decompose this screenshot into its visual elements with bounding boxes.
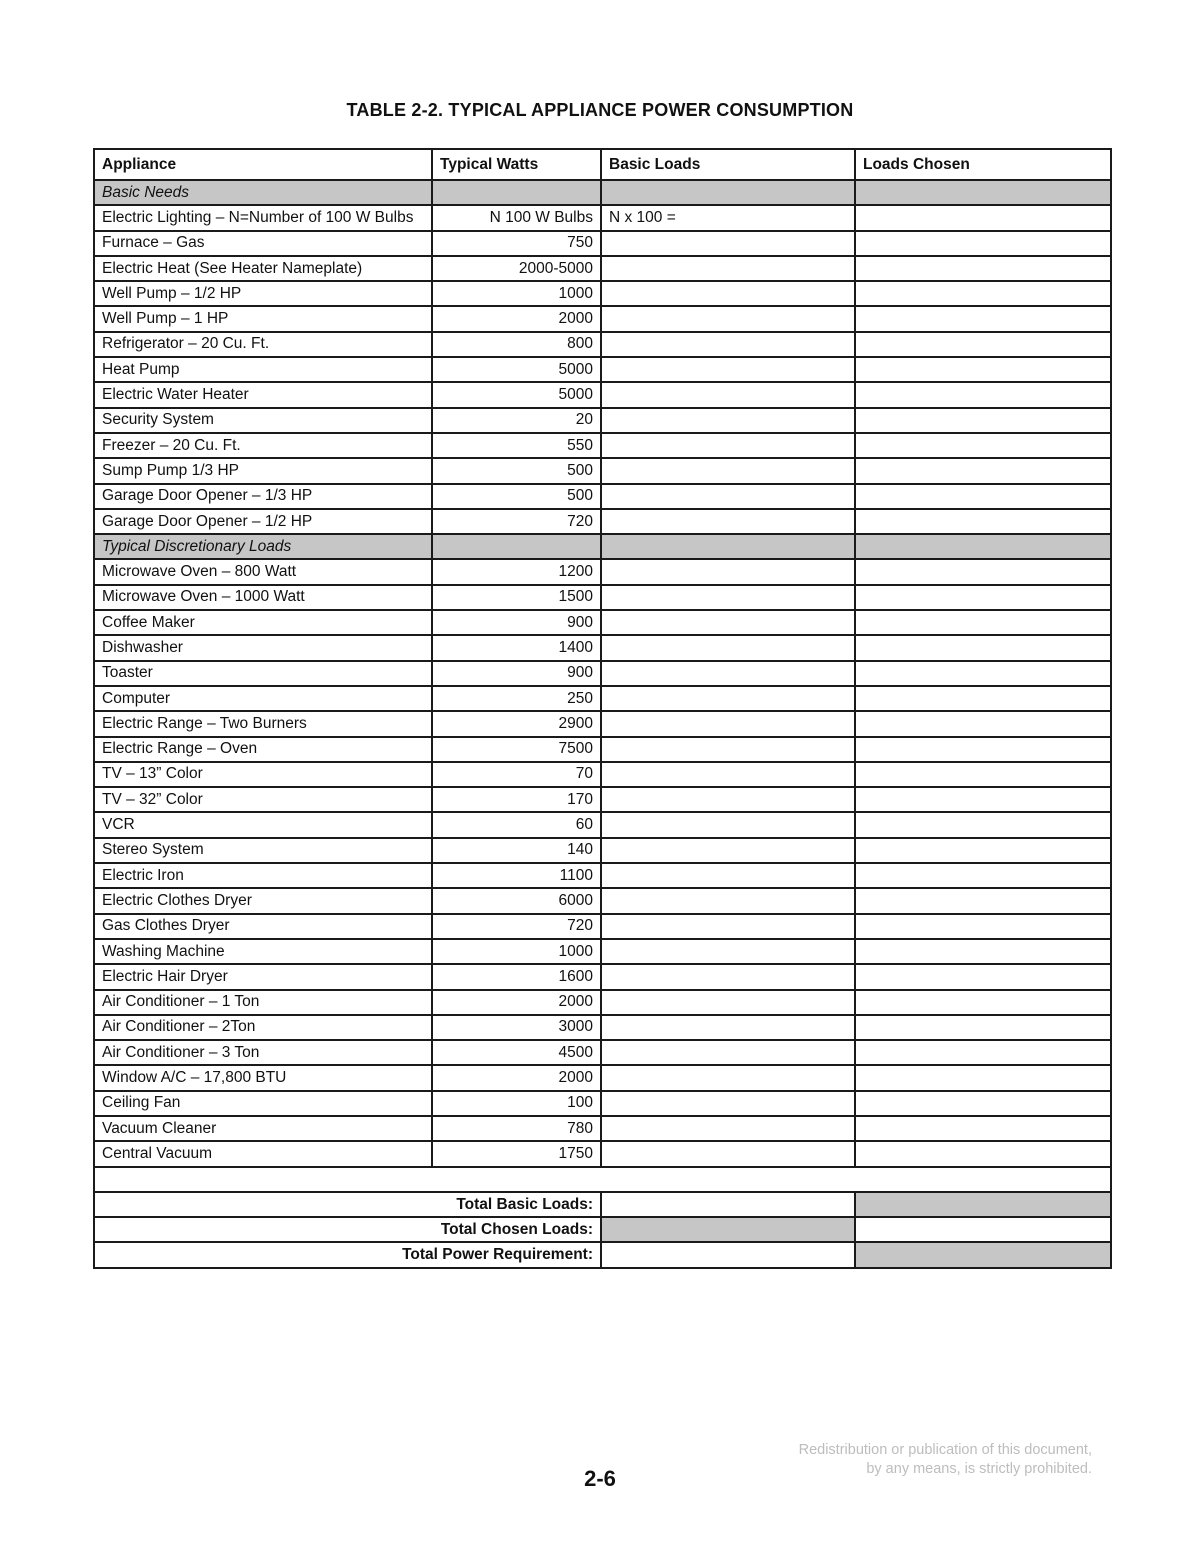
section-empty-cell xyxy=(601,180,855,205)
appliance-name: Vacuum Cleaner xyxy=(94,1116,432,1141)
basic-loads-cell: N x 100 = xyxy=(601,205,855,230)
basic-loads-cell xyxy=(601,1116,855,1141)
appliance-name: Electric Range – Two Burners xyxy=(94,711,432,736)
basic-loads-cell xyxy=(601,1141,855,1166)
appliance-name: Heat Pump xyxy=(94,357,432,382)
basic-loads-cell xyxy=(601,559,855,584)
table-row xyxy=(94,1015,1111,1040)
typical-watts: 2000 xyxy=(432,990,601,1015)
appliance-name: Computer xyxy=(94,686,432,711)
typical-watts: 20 xyxy=(432,408,601,433)
appliance-name: Electric Iron xyxy=(94,863,432,888)
header-loads-chosen: Loads Chosen xyxy=(855,149,1111,180)
typical-watts: 1500 xyxy=(432,585,601,610)
appliance-name: Electric Range – Oven xyxy=(94,737,432,762)
typical-watts: 170 xyxy=(432,787,601,812)
section-row xyxy=(94,534,1111,559)
basic-loads-cell xyxy=(601,661,855,686)
table-row xyxy=(94,812,1111,837)
total-row xyxy=(94,1217,1111,1242)
loads-chosen-cell xyxy=(855,939,1111,964)
table-row xyxy=(94,433,1111,458)
table-row xyxy=(94,863,1111,888)
basic-loads-cell xyxy=(601,408,855,433)
basic-loads-cell xyxy=(601,509,855,534)
loads-chosen-cell xyxy=(855,306,1111,331)
blank-row xyxy=(94,1167,1111,1192)
table-row xyxy=(94,408,1111,433)
table-row xyxy=(94,635,1111,660)
basic-loads-cell xyxy=(601,306,855,331)
loads-chosen-cell xyxy=(855,888,1111,913)
basic-loads-cell xyxy=(601,635,855,660)
section-row xyxy=(94,180,1111,205)
appliance-name: TV – 32” Color xyxy=(94,787,432,812)
total-basic-cell xyxy=(601,1242,855,1267)
appliance-power-table xyxy=(93,148,1112,1269)
basic-loads-cell xyxy=(601,762,855,787)
typical-watts: 1400 xyxy=(432,635,601,660)
appliance-name: Well Pump – 1 HP xyxy=(94,306,432,331)
appliance-name: VCR xyxy=(94,812,432,837)
typical-watts: 5000 xyxy=(432,382,601,407)
table-row xyxy=(94,787,1111,812)
table-row xyxy=(94,509,1111,534)
basic-loads-cell xyxy=(601,231,855,256)
table-row xyxy=(94,686,1111,711)
appliance-name: Well Pump – 1/2 HP xyxy=(94,281,432,306)
loads-chosen-cell xyxy=(855,585,1111,610)
basic-loads-cell xyxy=(601,888,855,913)
typical-watts: 4500 xyxy=(432,1040,601,1065)
basic-loads-cell xyxy=(601,914,855,939)
table-row xyxy=(94,1141,1111,1166)
basic-loads-cell xyxy=(601,964,855,989)
typical-watts: 100 xyxy=(432,1091,601,1116)
appliance-name: Air Conditioner – 2Ton xyxy=(94,1015,432,1040)
loads-chosen-cell xyxy=(855,256,1111,281)
table-row xyxy=(94,1065,1111,1090)
appliance-name: Freezer – 20 Cu. Ft. xyxy=(94,433,432,458)
loads-chosen-cell xyxy=(855,357,1111,382)
basic-loads-cell xyxy=(601,610,855,635)
total-row xyxy=(94,1242,1111,1267)
loads-chosen-cell xyxy=(855,559,1111,584)
table-row xyxy=(94,838,1111,863)
section-label: Basic Needs xyxy=(94,180,432,205)
loads-chosen-cell xyxy=(855,914,1111,939)
appliance-name: Stereo System xyxy=(94,838,432,863)
loads-chosen-cell xyxy=(855,686,1111,711)
appliance-name: Electric Clothes Dryer xyxy=(94,888,432,913)
typical-watts: 780 xyxy=(432,1116,601,1141)
typical-watts: 800 xyxy=(432,332,601,357)
appliance-name: Sump Pump 1/3 HP xyxy=(94,458,432,483)
header-typical-watts: Typical Watts xyxy=(432,149,601,180)
basic-loads-cell xyxy=(601,281,855,306)
table-row xyxy=(94,914,1111,939)
loads-chosen-cell xyxy=(855,711,1111,736)
loads-chosen-cell xyxy=(855,484,1111,509)
basic-loads-cell xyxy=(601,332,855,357)
appliance-name: Electric Water Heater xyxy=(94,382,432,407)
table-row xyxy=(94,964,1111,989)
basic-loads-cell xyxy=(601,585,855,610)
typical-watts: 550 xyxy=(432,433,601,458)
typical-watts: 1000 xyxy=(432,281,601,306)
loads-chosen-cell xyxy=(855,787,1111,812)
appliance-name: Furnace – Gas xyxy=(94,231,432,256)
blank-cell xyxy=(94,1167,1111,1192)
table-row xyxy=(94,357,1111,382)
loads-chosen-cell xyxy=(855,610,1111,635)
typical-watts: 1000 xyxy=(432,939,601,964)
appliance-name: TV – 13” Color xyxy=(94,762,432,787)
appliance-name: Central Vacuum xyxy=(94,1141,432,1166)
appliance-name: Air Conditioner – 1 Ton xyxy=(94,990,432,1015)
loads-chosen-cell xyxy=(855,1040,1111,1065)
loads-chosen-cell xyxy=(855,433,1111,458)
appliance-name: Security System xyxy=(94,408,432,433)
typical-watts: 1750 xyxy=(432,1141,601,1166)
loads-chosen-cell xyxy=(855,332,1111,357)
basic-loads-cell xyxy=(601,787,855,812)
appliance-name: Electric Lighting – N=Number of 100 W Bulbs xyxy=(94,205,432,230)
total-label: Total Chosen Loads: xyxy=(94,1217,601,1242)
table-row xyxy=(94,382,1111,407)
total-chosen-cell xyxy=(855,1217,1111,1242)
typical-watts: 500 xyxy=(432,484,601,509)
typical-watts: 140 xyxy=(432,838,601,863)
total-row xyxy=(94,1192,1111,1217)
typical-watts: 5000 xyxy=(432,357,601,382)
table-row xyxy=(94,306,1111,331)
appliance-name: Garage Door Opener – 1/2 HP xyxy=(94,509,432,534)
table-row xyxy=(94,231,1111,256)
section-label: Typical Discretionary Loads xyxy=(94,534,432,559)
table-row xyxy=(94,939,1111,964)
appliance-name: Washing Machine xyxy=(94,939,432,964)
loads-chosen-cell xyxy=(855,762,1111,787)
table-row xyxy=(94,484,1111,509)
appliance-name: Microwave Oven – 800 Watt xyxy=(94,559,432,584)
loads-chosen-cell xyxy=(855,205,1111,230)
basic-loads-cell xyxy=(601,458,855,483)
loads-chosen-cell xyxy=(855,635,1111,660)
total-label: Total Basic Loads: xyxy=(94,1192,601,1217)
table-row xyxy=(94,711,1111,736)
section-empty-cell xyxy=(855,180,1111,205)
appliance-name: Gas Clothes Dryer xyxy=(94,914,432,939)
typical-watts: 750 xyxy=(432,231,601,256)
typical-watts: 720 xyxy=(432,914,601,939)
table-row xyxy=(94,1091,1111,1116)
basic-loads-cell xyxy=(601,863,855,888)
loads-chosen-cell xyxy=(855,281,1111,306)
section-empty-cell xyxy=(601,534,855,559)
typical-watts: 900 xyxy=(432,610,601,635)
typical-watts: N 100 W Bulbs xyxy=(432,205,601,230)
loads-chosen-cell xyxy=(855,838,1111,863)
appliance-name: Electric Hair Dryer xyxy=(94,964,432,989)
loads-chosen-cell xyxy=(855,1091,1111,1116)
loads-chosen-cell xyxy=(855,408,1111,433)
table-row xyxy=(94,585,1111,610)
table-row xyxy=(94,990,1111,1015)
typical-watts: 7500 xyxy=(432,737,601,762)
table-row xyxy=(94,610,1111,635)
appliance-name: Microwave Oven – 1000 Watt xyxy=(94,585,432,610)
table-row xyxy=(94,661,1111,686)
table-row xyxy=(94,762,1111,787)
basic-loads-cell xyxy=(601,838,855,863)
typical-watts: 500 xyxy=(432,458,601,483)
header-basic-loads: Basic Loads xyxy=(601,149,855,180)
loads-chosen-cell xyxy=(855,661,1111,686)
table-row xyxy=(94,281,1111,306)
total-basic-cell xyxy=(601,1217,855,1242)
basic-loads-cell xyxy=(601,711,855,736)
loads-chosen-cell xyxy=(855,964,1111,989)
table-row xyxy=(94,332,1111,357)
page-number: 2-6 xyxy=(584,1466,616,1491)
table-header-row xyxy=(94,149,1111,180)
appliance-name: Air Conditioner – 3 Ton xyxy=(94,1040,432,1065)
loads-chosen-cell xyxy=(855,863,1111,888)
appliance-name: Ceiling Fan xyxy=(94,1091,432,1116)
loads-chosen-cell xyxy=(855,812,1111,837)
basic-loads-cell xyxy=(601,382,855,407)
total-chosen-cell xyxy=(855,1192,1111,1217)
typical-watts: 2000-5000 xyxy=(432,256,601,281)
section-empty-cell xyxy=(432,180,601,205)
appliance-name: Electric Heat (See Heater Nameplate) xyxy=(94,256,432,281)
loads-chosen-cell xyxy=(855,1141,1111,1166)
loads-chosen-cell xyxy=(855,1065,1111,1090)
typical-watts: 60 xyxy=(432,812,601,837)
appliance-name: Garage Door Opener – 1/3 HP xyxy=(94,484,432,509)
total-chosen-cell xyxy=(855,1242,1111,1267)
appliance-name: Coffee Maker xyxy=(94,610,432,635)
appliance-name: Dishwasher xyxy=(94,635,432,660)
table-row xyxy=(94,205,1111,230)
typical-watts: 2000 xyxy=(432,1065,601,1090)
header-appliance: Appliance xyxy=(94,149,432,180)
basic-loads-cell xyxy=(601,939,855,964)
loads-chosen-cell xyxy=(855,1015,1111,1040)
loads-chosen-cell xyxy=(855,509,1111,534)
table-body xyxy=(94,180,1111,1268)
typical-watts: 1200 xyxy=(432,559,601,584)
loads-chosen-cell xyxy=(855,382,1111,407)
section-empty-cell xyxy=(855,534,1111,559)
basic-loads-cell xyxy=(601,256,855,281)
typical-watts: 2900 xyxy=(432,711,601,736)
table-row xyxy=(94,559,1111,584)
typical-watts: 1100 xyxy=(432,863,601,888)
basic-loads-cell xyxy=(601,1065,855,1090)
basic-loads-cell xyxy=(601,686,855,711)
basic-loads-cell xyxy=(601,1091,855,1116)
loads-chosen-cell xyxy=(855,1116,1111,1141)
typical-watts: 250 xyxy=(432,686,601,711)
notice-line-1: Redistribution or publication of this document, xyxy=(798,1442,1092,1458)
total-basic-cell xyxy=(601,1192,855,1217)
loads-chosen-cell xyxy=(855,737,1111,762)
appliance-name: Refrigerator – 20 Cu. Ft. xyxy=(94,332,432,357)
table-row xyxy=(94,256,1111,281)
loads-chosen-cell xyxy=(855,990,1111,1015)
typical-watts: 1600 xyxy=(432,964,601,989)
basic-loads-cell xyxy=(601,990,855,1015)
appliance-name: Toaster xyxy=(94,661,432,686)
typical-watts: 70 xyxy=(432,762,601,787)
basic-loads-cell xyxy=(601,812,855,837)
table-row xyxy=(94,737,1111,762)
loads-chosen-cell xyxy=(855,458,1111,483)
table-row xyxy=(94,458,1111,483)
basic-loads-cell xyxy=(601,357,855,382)
basic-loads-cell xyxy=(601,737,855,762)
table-row xyxy=(94,1040,1111,1065)
typical-watts: 900 xyxy=(432,661,601,686)
section-empty-cell xyxy=(432,534,601,559)
table-row xyxy=(94,1116,1111,1141)
table-row xyxy=(94,888,1111,913)
appliance-name: Window A/C – 17,800 BTU xyxy=(94,1065,432,1090)
loads-chosen-cell xyxy=(855,231,1111,256)
typical-watts: 3000 xyxy=(432,1015,601,1040)
typical-watts: 2000 xyxy=(432,306,601,331)
table-title: TABLE 2-2. TYPICAL APPLIANCE POWER CONSUMPTION xyxy=(346,100,854,120)
basic-loads-cell xyxy=(601,1040,855,1065)
total-label: Total Power Requirement: xyxy=(94,1242,601,1267)
basic-loads-cell xyxy=(601,433,855,458)
basic-loads-cell xyxy=(601,1015,855,1040)
basic-loads-cell xyxy=(601,484,855,509)
notice-line-2: by any means, is strictly prohibited. xyxy=(866,1461,1092,1477)
typical-watts: 720 xyxy=(432,509,601,534)
typical-watts: 6000 xyxy=(432,888,601,913)
